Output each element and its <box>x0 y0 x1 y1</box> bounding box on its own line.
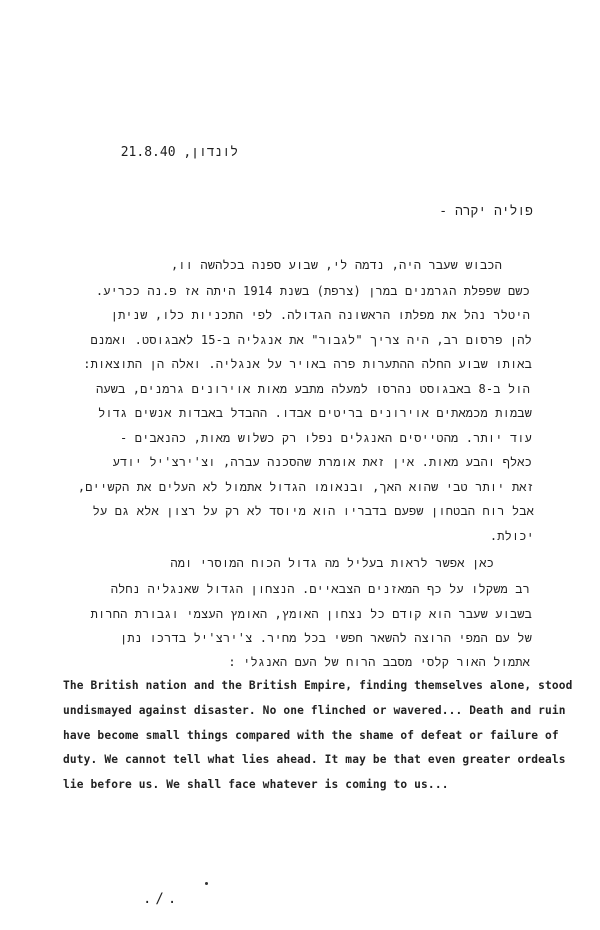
salutation: פוליה יקרה - <box>439 204 533 219</box>
quote-line: The British nation and the British Empire, finding themselves alone, stood <box>63 679 573 692</box>
paragraph-line: הכבוש שעבר היה, נדמה לי, שבוע ספנה בכלהשה וו, <box>170 258 502 272</box>
paragraph-line: הול ב-8 באבגוסט נהרסו למעלה מתבע מאות אוירונים גרמנים, בשעה <box>95 382 530 396</box>
paragraph-line: כשם שפפלת הגרמנים במרן (צרפת) בשנת 1914 היתה אז פ.נה ככריע. <box>95 284 530 298</box>
quote-line: have become small things compared with the shame of defeat or failure of <box>63 729 559 742</box>
paragraph-line: באותו שבוע החלה ההתערות פרה באויר על אנגליה. ואלה הן התוצאות: <box>83 357 532 371</box>
paragraph-line: של עם המפי הרוצה להשאר חפשי בכל מחיר. צ'ירצ'יל בדרכו נתן <box>120 631 532 645</box>
quote-line: undismayed against disaster. No one flinched or wavered... Death and ruin <box>63 704 566 717</box>
paragraph-line: יכולת. <box>489 529 534 543</box>
quote-line: duty. We cannot tell what lies ahead. It may be that even greater ordeals <box>63 753 566 766</box>
paragraph-line: אבל רוח הבטחון שפעם בדבריו הוא מיוסד לא רק על רצון אלא גם על <box>92 504 534 518</box>
page-continuation-mark: ./. <box>143 891 181 907</box>
paragraph-line: עוד יותר. מהטייסים האנגלים נפלו רק כשלוש מאות, כהנאבים - <box>120 431 532 445</box>
paragraph-line: אתמול האור קלסי מסבב הרוח של העם האנגלי : <box>228 655 530 669</box>
paragraph-line: כאלף והבע מאות. אין זאת אומרת שהסכנה עברה, וצ'ירצ'יל יודע <box>112 455 532 469</box>
paragraph-line: שבמות מכמאתים אוירונים בריטים אבדו. ההבדל באבדות אנשים גדול <box>98 406 532 420</box>
ink-dot <box>205 882 208 885</box>
paragraph-line: זאת יותר טבי שהוא האך, ובנאומו הגדול אתמול לא העלים את הקשיים, <box>77 480 534 494</box>
dateline: לונדון, 21.8.40 <box>120 145 238 160</box>
paragraph-line: היטלר נהל את מפלתו הראשונה הגדולה. לפי התכניות כלו, שניתן <box>110 308 530 322</box>
paragraph-line: רב משקלו על כף המאזנים הצבאיים. הנצחון הגדול שאנגליה נחלה <box>110 582 530 596</box>
paragraph-line: להן פרסום רב, היה צריך "לגבור" את אנגליה ב-15 לאבגוסט. ואמנם <box>90 333 532 347</box>
paragraph-line: בשבוע שעבר הוא קודם כל נצחון האומץ, האומץ העצמי וגבורת החרות <box>90 607 532 621</box>
quote-line: lie before us. We shall face whatever is coming to us... <box>63 778 449 791</box>
paragraph-line: כאן אפשר לראות בעליל מה גדול הכוח המוסרי ומה <box>170 556 494 570</box>
